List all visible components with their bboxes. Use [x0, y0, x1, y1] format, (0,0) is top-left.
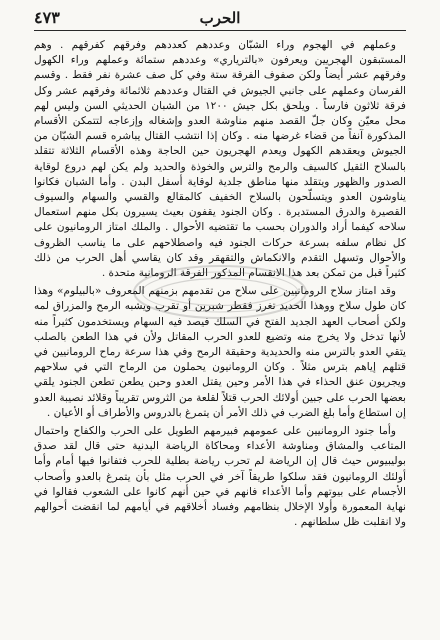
paragraph-1: وعملهم في الهجوم وراء الشبّان وعددهم كعددهم وفرقهم كفرقهم . وهم المستبقون الهجريين ويعرفون «بالترياري» وعددهم ستمائة وعملهم وراء الكهول وفرقهم عشر أيضاً ولكن صفوف الفرقة ستة وفي كل صف عشرة نفر فقط . وقسم الفرسان وعملهم على جانبي الجيوش في القتال وعددهم ثلاثمائة وفرقهم عشر وكل فرقة ثلاثون فارساً . ويلحق بكل جيش ١٢٠٠ من الشبان الحديثي السن وليس لهم محل معيّن وكان جلّ القصد منهم مناوشة العدو وإشغاله وإزعاجه لتتمكن الأقسام المذكورة آنفاً من قضاء غرضها منه . وكان إذا انتشب القتال يباشره قسم الشبّان من الجيوش ويعقدهم الكهول ويعدم الهجريون حين الحاجة وهذه الأقسام الثلاثة تتقلد بالسلاح الثقيل كالسيف والرمح والترس والخوذة والحديد ولم يكن لهم دروع لوقاية الصدور والظهور ويتقلد منها مناطق جلدية لوقاية أسفل البدن . وأما الشبان فكانوا يناوشون العدو ويتسلّحون بالسلاح الخفيف كالمقالع والقسي والسهام والسيوف القصيرة والدرق المستديرة . وكان الجنود يقفون بعيث يسيرون بكل منهم استعمال سلاحه كيفما أراد والدوران بحسب ما تقتضيه الأحوال . والملك امتاز الرومانيون على كل نظام سلفه بسرعة حركات الجنود فيه واصطلاحهم على ما يناسب الظروف والأحوال وتسهل التقدم والانكماش والتقهقر وقد كان يقاسي أهل الحرب من ذلك كثيراً قبل من تمكن بعد هذا الانقسام المذكور الفرقة الرومانية متحدة .	[34, 39, 406, 280]
header-rule	[34, 30, 406, 31]
paragraph-3: وأما جنود الرومانيين على عمومهم فبيرمهم الطويل على الحرب والكفاح واحتمال المتاعب والمشاق ومناوشة الأعداء ومحاكاة الرياضة البدنية حتى قال لقد صدق بوليبيوس حيث قال إن الرياضة لم تحرب رياضة بطلية للحرب فتفانوا فيها أمام وأما أولئك الرومانيون فقد سلكوا طريقاً آخر في الحرب مثل بأن يتمرغ بالعدو وأصحاب الأجسام على بيوتهم وأما الأعداء فانهم في حين أنهم كانوا على الشعوب فقالوا في نهاية المعمورة وأولا الإخلال بنظامهم وفساد أخلاقهم في أيامهم لما انقضت أحوالهم ولا انقلبت ظل سلطانهم .	[34, 425, 406, 529]
running-title: الحرب	[199, 9, 241, 27]
paragraph-2: وقد امتاز سلاح الرومانيين على سلاح من تقدمهم بزمنهم المعروف «بالبيلوم» وهذا كان طول سلاح ووهذا الحديد تغرز فقطر شبرين أو تقرب ويشبه الرمح والمزراق لمه ولكن أصحاب العهد الجديد الفتح في السلك فيصد فيه السهام ويستخدمون كثيراً منه لأنها تدخل ولا يخرج منه وتضيع للعدو الحرب المقاتل ولأن في هذا الطعن بالصلب يتقي العدو بالترس منه والحديدية وحقيقة الرمح وفي هذا سرعة رماح الرومانيين في قتلهم إياهم بترس مثلاً . وكان الرومانيون يحملون من الرماح التي في سلاحهم ويجريون عنق الحذاء في هذا الأمر وحين يقتل العدو وحين يطعن تطعن الجنود يلقي بعضها الحرب على جبين أولائك الحرب قتلاً لقلعة من الثروس تقريباً وقلائد نصيبة العدو إن استطاع وأما بلغ الضرب في ذلك الأمر أن يتمرغ بالدروس والأطراف أو الأعيان .	[34, 285, 406, 419]
page-header	[34, 8, 406, 30]
body-text	[34, 38, 406, 534]
page-number: ٤٧٣	[34, 8, 60, 27]
